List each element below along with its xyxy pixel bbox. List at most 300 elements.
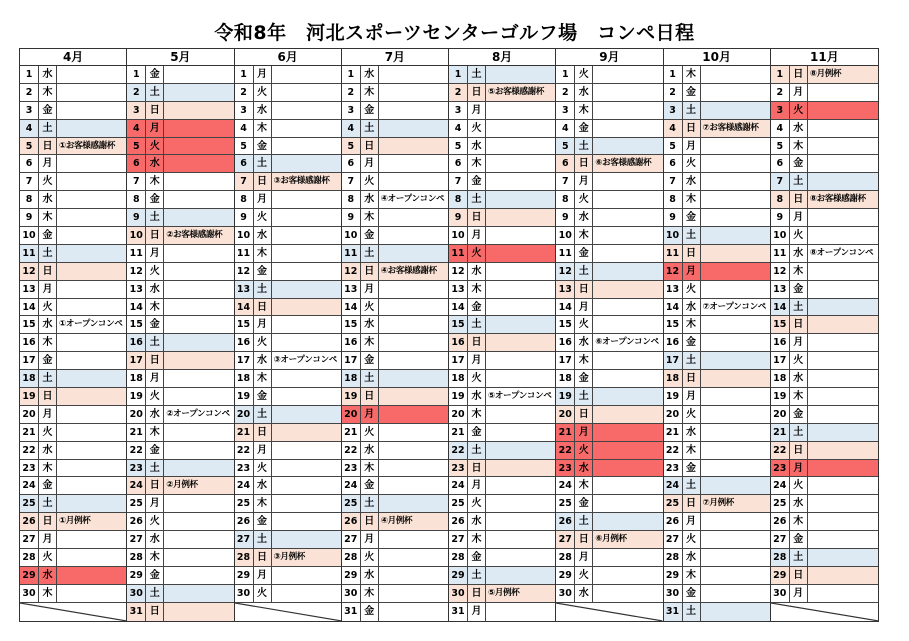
day-number: 11 bbox=[342, 245, 361, 262]
event-cell bbox=[593, 370, 662, 387]
day-number: 9 bbox=[342, 209, 361, 226]
day-row bbox=[342, 442, 448, 460]
month-header: 7月 bbox=[342, 49, 448, 66]
weekday: 火 bbox=[683, 531, 701, 548]
event-cell bbox=[701, 513, 770, 530]
day-number: 8 bbox=[449, 191, 468, 208]
day-number: 11 bbox=[771, 245, 790, 262]
event-cell: ⑦オープンコンペ bbox=[702, 301, 767, 312]
weekday: 土 bbox=[146, 585, 164, 602]
day-number: 20 bbox=[771, 406, 790, 423]
weekday: 月 bbox=[39, 155, 57, 172]
day-number: 27 bbox=[556, 531, 575, 548]
weekday: 日 bbox=[361, 138, 379, 155]
event-cell bbox=[164, 316, 233, 333]
day-row bbox=[771, 549, 878, 567]
day-row bbox=[342, 227, 448, 245]
weekday: 月 bbox=[468, 102, 486, 119]
day-row bbox=[127, 585, 233, 603]
month-header: 5月 bbox=[127, 49, 233, 66]
day-row bbox=[127, 245, 233, 263]
day-number: 3 bbox=[771, 102, 790, 119]
day-row bbox=[20, 102, 126, 120]
day-number: 19 bbox=[20, 388, 39, 405]
weekday: 金 bbox=[468, 299, 486, 316]
day-row bbox=[449, 495, 555, 513]
day-number: 22 bbox=[127, 442, 146, 459]
event-cell bbox=[379, 316, 448, 333]
day-number: 19 bbox=[556, 388, 575, 405]
day-number: 11 bbox=[235, 245, 254, 262]
event-cell bbox=[486, 316, 555, 333]
event-cell bbox=[486, 102, 555, 119]
day-row bbox=[342, 424, 448, 442]
event-cell bbox=[379, 567, 448, 584]
day-number: 16 bbox=[20, 334, 39, 351]
event-cell: ②オープンコンペ bbox=[166, 408, 230, 419]
day-number: 16 bbox=[664, 334, 683, 351]
day-number: 25 bbox=[664, 495, 683, 512]
event-cell bbox=[379, 531, 448, 548]
event-cell bbox=[57, 299, 126, 316]
weekday: 水 bbox=[146, 281, 164, 298]
weekday: 月 bbox=[468, 352, 486, 369]
day-row bbox=[556, 138, 662, 156]
weekday: 水 bbox=[254, 102, 272, 119]
day-row bbox=[449, 406, 555, 424]
day-row bbox=[127, 299, 233, 317]
day-number: 11 bbox=[20, 245, 39, 262]
day-row bbox=[342, 549, 448, 567]
day-number: 15 bbox=[342, 316, 361, 333]
day-number: 2 bbox=[127, 84, 146, 101]
weekday: 土 bbox=[361, 245, 379, 262]
event-cell bbox=[57, 66, 126, 83]
day-number: 5 bbox=[127, 138, 146, 155]
day-row bbox=[235, 424, 341, 442]
day-row bbox=[771, 84, 878, 102]
event-cell bbox=[486, 406, 555, 423]
day-row bbox=[449, 102, 555, 120]
weekday: 火 bbox=[39, 173, 57, 190]
event-cell: ④オープンコンペ bbox=[380, 194, 445, 205]
weekday: 水 bbox=[39, 66, 57, 83]
day-row bbox=[664, 495, 770, 513]
day-row bbox=[235, 209, 341, 227]
day-number: 1 bbox=[127, 66, 146, 83]
weekday: 火 bbox=[254, 209, 272, 226]
day-number: 21 bbox=[556, 424, 575, 441]
event-cell bbox=[808, 334, 878, 351]
day-number: 28 bbox=[771, 549, 790, 566]
weekday: 土 bbox=[575, 388, 593, 405]
day-number: 18 bbox=[235, 370, 254, 387]
event-cell: ⑥月例杯 bbox=[593, 531, 662, 548]
event-cell bbox=[379, 406, 448, 423]
event-cell bbox=[379, 549, 448, 566]
weekday: 火 bbox=[575, 191, 593, 208]
day-row bbox=[20, 316, 126, 334]
day-row bbox=[556, 316, 662, 334]
event-cell bbox=[57, 424, 126, 441]
event-cell bbox=[379, 370, 448, 387]
event-cell bbox=[272, 245, 341, 262]
event-cell bbox=[57, 495, 126, 512]
weekday: 火 bbox=[790, 352, 808, 369]
day-row bbox=[771, 66, 878, 84]
weekday: 木 bbox=[254, 495, 272, 512]
event-cell: ③オープンコンペ bbox=[273, 355, 338, 366]
weekday: 日 bbox=[468, 209, 486, 226]
month-header: 10月 bbox=[664, 49, 770, 66]
event-cell bbox=[808, 352, 878, 369]
weekday: 土 bbox=[146, 84, 164, 101]
day-row bbox=[556, 245, 662, 263]
event-cell: ⑤オープンコンペ bbox=[488, 391, 552, 402]
weekday: 月 bbox=[575, 173, 593, 190]
day-number: 17 bbox=[235, 352, 254, 369]
weekday: 月 bbox=[683, 388, 701, 405]
weekday: 金 bbox=[468, 549, 486, 566]
weekday: 火 bbox=[468, 245, 486, 262]
day-row bbox=[20, 263, 126, 281]
weekday: 金 bbox=[146, 191, 164, 208]
weekday: 火 bbox=[575, 316, 593, 333]
weekday: 火 bbox=[575, 66, 593, 83]
day-number: 17 bbox=[20, 352, 39, 369]
day-number: 1 bbox=[235, 66, 254, 83]
day-row bbox=[664, 370, 770, 388]
day-row bbox=[449, 531, 555, 549]
weekday: 月 bbox=[468, 227, 486, 244]
day-row bbox=[20, 531, 126, 549]
weekday: 月 bbox=[254, 316, 272, 333]
weekday: 火 bbox=[146, 263, 164, 280]
day-row bbox=[20, 513, 126, 531]
event-cell bbox=[808, 227, 878, 244]
day-number: 18 bbox=[449, 370, 468, 387]
weekday: 火 bbox=[790, 227, 808, 244]
day-row bbox=[127, 281, 233, 299]
weekday: 月 bbox=[575, 424, 593, 441]
day-row bbox=[664, 352, 770, 370]
day-row bbox=[664, 316, 770, 334]
month-column bbox=[449, 49, 556, 621]
weekday: 金 bbox=[683, 84, 701, 101]
day-number: 14 bbox=[235, 299, 254, 316]
weekday: 月 bbox=[361, 406, 379, 423]
day-row bbox=[771, 155, 878, 173]
event-cell bbox=[701, 191, 770, 208]
event-cell bbox=[486, 513, 555, 530]
day-number: 9 bbox=[771, 209, 790, 226]
day-number: 13 bbox=[342, 281, 361, 298]
day-number: 3 bbox=[235, 102, 254, 119]
day-row bbox=[235, 263, 341, 281]
day-number: 11 bbox=[127, 245, 146, 262]
day-number: 14 bbox=[449, 299, 468, 316]
event-cell bbox=[164, 531, 233, 548]
day-number: 18 bbox=[664, 370, 683, 387]
event-cell bbox=[593, 209, 662, 226]
day-row bbox=[127, 173, 233, 191]
event-cell bbox=[486, 567, 555, 584]
day-number: 22 bbox=[771, 442, 790, 459]
empty-day-cell bbox=[556, 603, 662, 621]
weekday: 水 bbox=[361, 66, 379, 83]
day-row bbox=[235, 334, 341, 352]
event-cell: ⑥お客様感謝杯 bbox=[593, 155, 662, 172]
day-number: 10 bbox=[556, 227, 575, 244]
day-number: 24 bbox=[342, 477, 361, 494]
event-cell bbox=[486, 442, 555, 459]
weekday: 木 bbox=[39, 84, 57, 101]
day-row bbox=[771, 352, 878, 370]
weekday: 火 bbox=[790, 477, 808, 494]
weekday: 水 bbox=[683, 424, 701, 441]
event-cell: ⑧オープンコンペ bbox=[809, 247, 874, 258]
weekday: 月 bbox=[254, 567, 272, 584]
day-row bbox=[556, 120, 662, 138]
empty-day-cell bbox=[771, 603, 878, 621]
event-cell bbox=[486, 227, 555, 244]
day-row bbox=[235, 531, 341, 549]
day-number: 15 bbox=[556, 316, 575, 333]
weekday: 木 bbox=[790, 513, 808, 530]
day-row bbox=[342, 299, 448, 317]
day-row bbox=[771, 209, 878, 227]
month-column bbox=[664, 49, 771, 621]
month-column bbox=[771, 49, 878, 621]
day-number: 4 bbox=[20, 120, 39, 137]
weekday: 土 bbox=[468, 442, 486, 459]
weekday: 月 bbox=[146, 495, 164, 512]
day-row bbox=[342, 370, 448, 388]
weekday: 火 bbox=[361, 299, 379, 316]
day-row bbox=[664, 120, 770, 138]
weekday: 日 bbox=[790, 316, 808, 333]
day-number: 12 bbox=[127, 263, 146, 280]
event-cell bbox=[808, 102, 878, 119]
weekday: 土 bbox=[683, 603, 701, 621]
day-number: 5 bbox=[342, 138, 361, 155]
weekday: 金 bbox=[683, 585, 701, 602]
weekday: 日 bbox=[39, 388, 57, 405]
event-cell bbox=[808, 281, 878, 298]
event-cell bbox=[808, 442, 878, 459]
event-cell bbox=[593, 477, 662, 494]
weekday: 月 bbox=[790, 334, 808, 351]
day-row bbox=[235, 173, 341, 191]
event-cell bbox=[57, 549, 126, 566]
event-cell bbox=[593, 245, 662, 262]
day-number: 30 bbox=[664, 585, 683, 602]
event-cell bbox=[701, 603, 770, 621]
day-row bbox=[127, 603, 233, 621]
weekday: 火 bbox=[683, 406, 701, 423]
day-row bbox=[449, 66, 555, 84]
day-row bbox=[449, 155, 555, 173]
day-row bbox=[449, 549, 555, 567]
event-cell: ①月例杯 bbox=[57, 513, 126, 530]
day-row bbox=[235, 191, 341, 209]
day-number: 20 bbox=[20, 406, 39, 423]
day-number: 26 bbox=[127, 513, 146, 530]
event-cell: ②月例杯 bbox=[164, 477, 233, 494]
weekday: 金 bbox=[468, 424, 486, 441]
event-cell: ③お客様感謝杯 bbox=[272, 173, 341, 190]
event-cell bbox=[593, 227, 662, 244]
weekday: 土 bbox=[254, 281, 272, 298]
weekday: 木 bbox=[39, 209, 57, 226]
event-cell bbox=[486, 281, 555, 298]
day-number: 16 bbox=[342, 334, 361, 351]
day-row bbox=[127, 352, 233, 370]
weekday: 土 bbox=[575, 513, 593, 530]
day-number: 18 bbox=[771, 370, 790, 387]
event-cell bbox=[808, 477, 878, 494]
day-row bbox=[771, 406, 878, 424]
weekday: 日 bbox=[254, 549, 272, 566]
event-cell bbox=[808, 316, 878, 333]
day-number: 31 bbox=[342, 603, 361, 621]
day-row bbox=[664, 460, 770, 478]
day-number: 5 bbox=[664, 138, 683, 155]
day-row bbox=[664, 334, 770, 352]
weekday: 火 bbox=[683, 281, 701, 298]
event-cell bbox=[164, 388, 233, 405]
event-cell bbox=[164, 585, 233, 602]
weekday: 土 bbox=[254, 531, 272, 548]
day-number: 14 bbox=[342, 299, 361, 316]
month-header: 4月 bbox=[20, 49, 126, 66]
day-number: 23 bbox=[664, 460, 683, 477]
day-row bbox=[127, 495, 233, 513]
event-cell bbox=[164, 281, 233, 298]
day-row bbox=[342, 316, 448, 334]
day-number: 3 bbox=[556, 102, 575, 119]
day-number: 9 bbox=[664, 209, 683, 226]
weekday: 金 bbox=[575, 245, 593, 262]
day-row bbox=[664, 173, 770, 191]
event-cell bbox=[701, 173, 770, 190]
day-number: 28 bbox=[20, 549, 39, 566]
weekday: 土 bbox=[254, 406, 272, 423]
day-number: 14 bbox=[127, 299, 146, 316]
day-row bbox=[449, 585, 555, 603]
event-cell bbox=[808, 263, 878, 280]
day-row bbox=[235, 138, 341, 156]
day-row bbox=[664, 209, 770, 227]
day-number: 5 bbox=[771, 138, 790, 155]
day-number: 20 bbox=[664, 406, 683, 423]
day-row bbox=[235, 120, 341, 138]
event-cell bbox=[379, 352, 448, 369]
day-number: 8 bbox=[342, 191, 361, 208]
day-number: 10 bbox=[342, 227, 361, 244]
weekday: 木 bbox=[683, 66, 701, 83]
weekday: 日 bbox=[468, 334, 486, 351]
event-cell bbox=[486, 138, 555, 155]
day-number: 1 bbox=[556, 66, 575, 83]
event-cell bbox=[379, 299, 448, 316]
weekday: 月 bbox=[146, 120, 164, 137]
event-cell bbox=[701, 406, 770, 423]
event-cell bbox=[164, 209, 233, 226]
event-cell bbox=[57, 209, 126, 226]
weekday: 月 bbox=[468, 603, 486, 621]
day-row bbox=[342, 388, 448, 406]
day-row bbox=[556, 334, 662, 352]
day-row bbox=[449, 352, 555, 370]
event-cell bbox=[486, 245, 555, 262]
day-number: 18 bbox=[127, 370, 146, 387]
weekday: 火 bbox=[146, 513, 164, 530]
weekday: 水 bbox=[575, 334, 593, 351]
day-number: 18 bbox=[556, 370, 575, 387]
day-number: 22 bbox=[556, 442, 575, 459]
day-number: 29 bbox=[127, 567, 146, 584]
event-cell bbox=[164, 155, 233, 172]
day-number: 23 bbox=[235, 460, 254, 477]
event-cell bbox=[164, 495, 233, 512]
weekday: 月 bbox=[39, 281, 57, 298]
day-row bbox=[556, 388, 662, 406]
weekday: 木 bbox=[361, 585, 379, 602]
day-row bbox=[20, 460, 126, 478]
weekday: 土 bbox=[683, 227, 701, 244]
event-cell bbox=[486, 155, 555, 172]
day-number: 23 bbox=[556, 460, 575, 477]
weekday: 木 bbox=[254, 245, 272, 262]
event-cell bbox=[57, 155, 126, 172]
event-cell bbox=[379, 477, 448, 494]
day-row bbox=[556, 227, 662, 245]
event-cell bbox=[57, 263, 126, 280]
day-row bbox=[235, 388, 341, 406]
weekday: 土 bbox=[575, 263, 593, 280]
event-cell bbox=[57, 245, 126, 262]
day-row bbox=[771, 334, 878, 352]
day-number: 27 bbox=[235, 531, 254, 548]
day-row bbox=[127, 549, 233, 567]
day-number: 25 bbox=[127, 495, 146, 512]
weekday: 木 bbox=[575, 102, 593, 119]
weekday: 日 bbox=[361, 513, 379, 530]
event-cell: ⑧月例杯 bbox=[808, 66, 878, 83]
day-number: 19 bbox=[664, 388, 683, 405]
weekday: 金 bbox=[39, 227, 57, 244]
weekday: 日 bbox=[361, 263, 379, 280]
day-number: 3 bbox=[664, 102, 683, 119]
weekday: 月 bbox=[146, 245, 164, 262]
day-row bbox=[20, 173, 126, 191]
event-cell bbox=[57, 84, 126, 101]
day-number: 16 bbox=[449, 334, 468, 351]
day-row bbox=[20, 299, 126, 317]
day-number: 6 bbox=[342, 155, 361, 172]
day-row bbox=[449, 460, 555, 478]
day-number: 14 bbox=[20, 299, 39, 316]
day-row bbox=[664, 191, 770, 209]
day-number: 30 bbox=[127, 585, 146, 602]
day-number: 14 bbox=[664, 299, 683, 316]
event-cell bbox=[272, 209, 341, 226]
day-row bbox=[235, 316, 341, 334]
day-row bbox=[20, 138, 126, 156]
weekday: 金 bbox=[146, 567, 164, 584]
day-row bbox=[235, 66, 341, 84]
